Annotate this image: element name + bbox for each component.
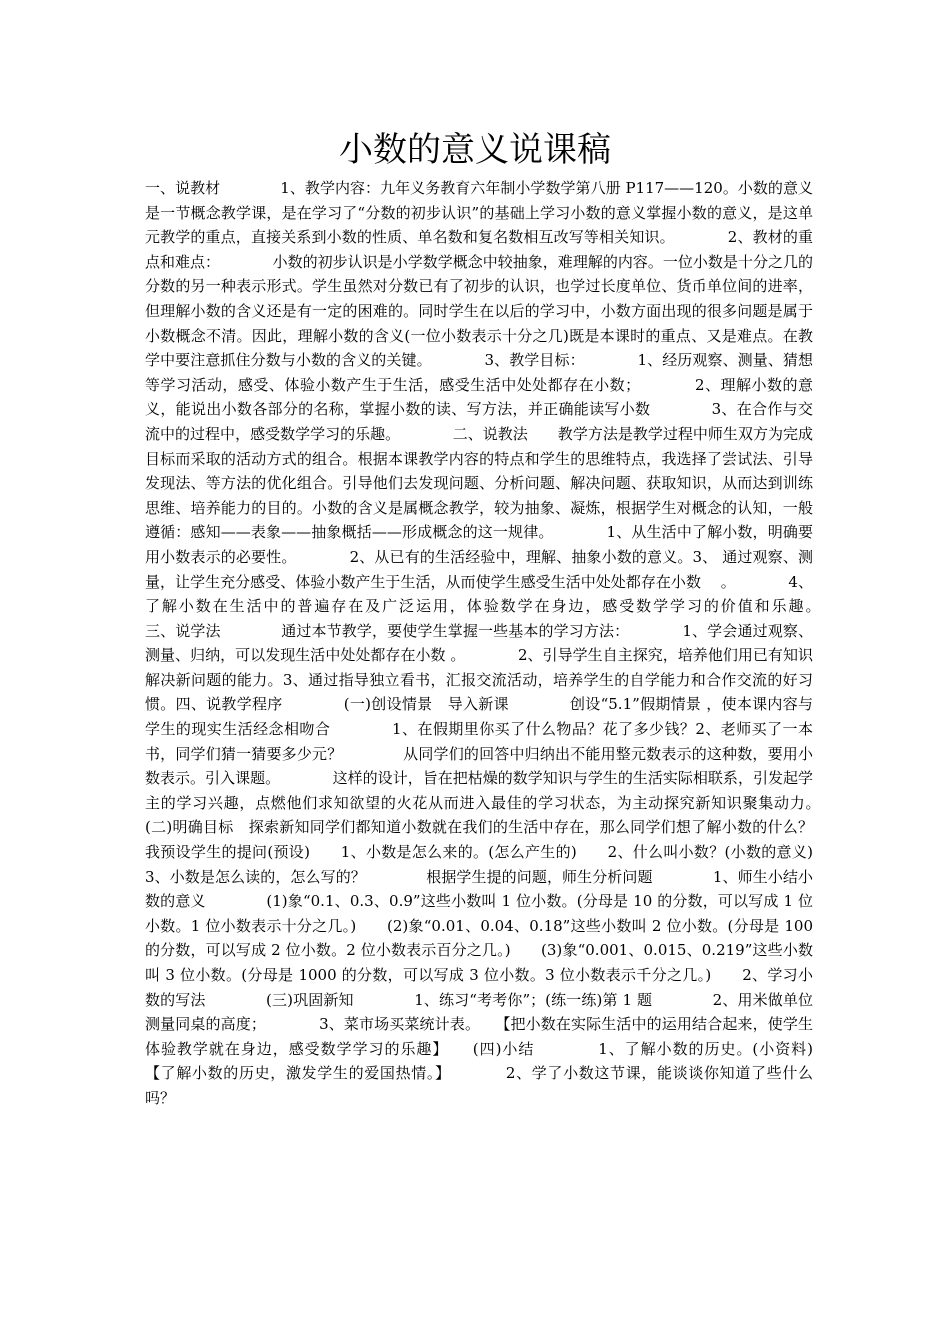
document-body: 一、说教材 1、教学内容：九年义务教育六年制小学数学第八册 P117——120。小数的意义是一节概念教学课，是在学习了“分数的初步认识”的基础上学习小数的意义掌握小数的意义，是这单元教学的重点，直接关系到小数的性质、单名数和复名数相互改写等相关知识。 2、教材的重点和难点： 小数的初步认识是小学数学概念中较抽象，难理解的内容。一位小数是十分之几的分数的另一种表示形式。学生虽然对分数已有了初步的认识，也学过长度单位、货币单位间的进率，但理解小数的含义还是有一定的困难的。同时学生在以后的学习中，小数方面出现的很多问题是属于小数概念不清。因此，理解小数的含义(一位小数表示十分之几)既是本课时的重点、又是难点。在教学中要注意抓住分数与小数的含义的关键。 3、教学目标： 1、经历观察、测量、猜想等学习活动，感受、体验小数产生于生活，感受生活中处处都存在小数； 2、理解小数的意义，能说出小数各部分的名称，掌握小数的读、写方法，并正确能读写小数 3、在合作与交流中的过程中，感受数学学习的乐趣。 二、说教法 教学方法是教学过程中师生双方为完成目标而采取的活动方式的组合。根据本课教学内容的特点和学生的思维特点，我选择了尝试法、引导发现法、等方法的优化组合。引导他们去发现问题、分析问题、解决问题、获取知识，从而达到训练思维、培养能力的目的。小数的含义是属概念教学，较为抽象、凝炼，根据学生对概念的认知，一般遵循：感知——表象——抽象概括——形成概念的这一规律。 1、从生活中了解小数，明确要用小数表示的必要性。 2、从已有的生活经验中，理解、抽象小数的意义。3、 通过观察、测量，让学生充分感受、体验小数产生于生活，从而使学生感受生活中处处都存在小数 。 4、了解小数在生活中的普遍存在及广泛运用，体验数学在身边，感受数学学习的价值和乐趣。 三、说学法 通过本节教学，要使学生掌握一些基本的学习方法： 1、学会通过观察、测量、归纳，可以发现生活中处处都存在小数 。 2、引导学生自主探究，培养他们用已有知识解决新问题的能力。3、通过指导独立看书，汇报交流活动，培养学生的自学能力和合作交流的好习惯。四、说教学程序 (一)创设情景 导入新课 创设“5.1”假期情景 ，使本课内容与学生的现实生活经念相吻合 1、在假期里你买了什么物品？花了多少钱？2、老师买了一本书，同学们猜一猜要多少元？ 从同学们的回答中归纳出不能用整元数表示的这种数，要用小数表示。引入课题。 这样的设计，旨在把枯燥的数学知识与学生的生活实际相联系，引发起学主的学习兴趣，点燃他们求知欲望的火花从而进入最佳的学习状态，为主动探究新知识聚集动力。 (二)明确目标 探索新知同学们都知道小数就在我们的生活中存在，那么同学们想了解小数的什么？ 我预设学生的提问(预设) 1、小数是怎么来的。(怎么产生的) 2、什么叫小数？(小数的意义)3、小数是怎么读的，怎么写的？ 根据学生提的问题，师生分析问题 1、师生小结小数的意义 (1)象“0.1、0.3、0.9”这些小数叫 1 位小数。(分母是 10 的分数，可以写成 1 位小数。1 位小数表示十分之几。) (2)象“0.01、0.04、0.18”这些小数叫 2 位小数。(分母是 100 的分数，可以写成 2 位小数。2 位小数表示百分之几。) (3)象“0.001、0.015、0.219”这些小数叫 3 位小数。(分母是 1000 的分数，可以写成 3 位小数。3 位小数表示千分之几。) 2、学习小数的写法 (三)巩固新知 1、练习“考考你”；(练一练)第 1 题 2、用米做单位测量同桌的高度； 3、菜市场买菜统计表。 【把小数在实际生活中的运用结合起来，使学生体验教学就在身边，感受数学学习的乐趣】 (四)小结 1、了解小数的历史。(小资料) 【了解小数的历史，激发学生的爱国热情。】 2、学了小数这节课，能谈谈你知道了些什么吗？	[145, 179, 874, 1107]
document-title: 小数的意义说课稿	[339, 130, 611, 170]
